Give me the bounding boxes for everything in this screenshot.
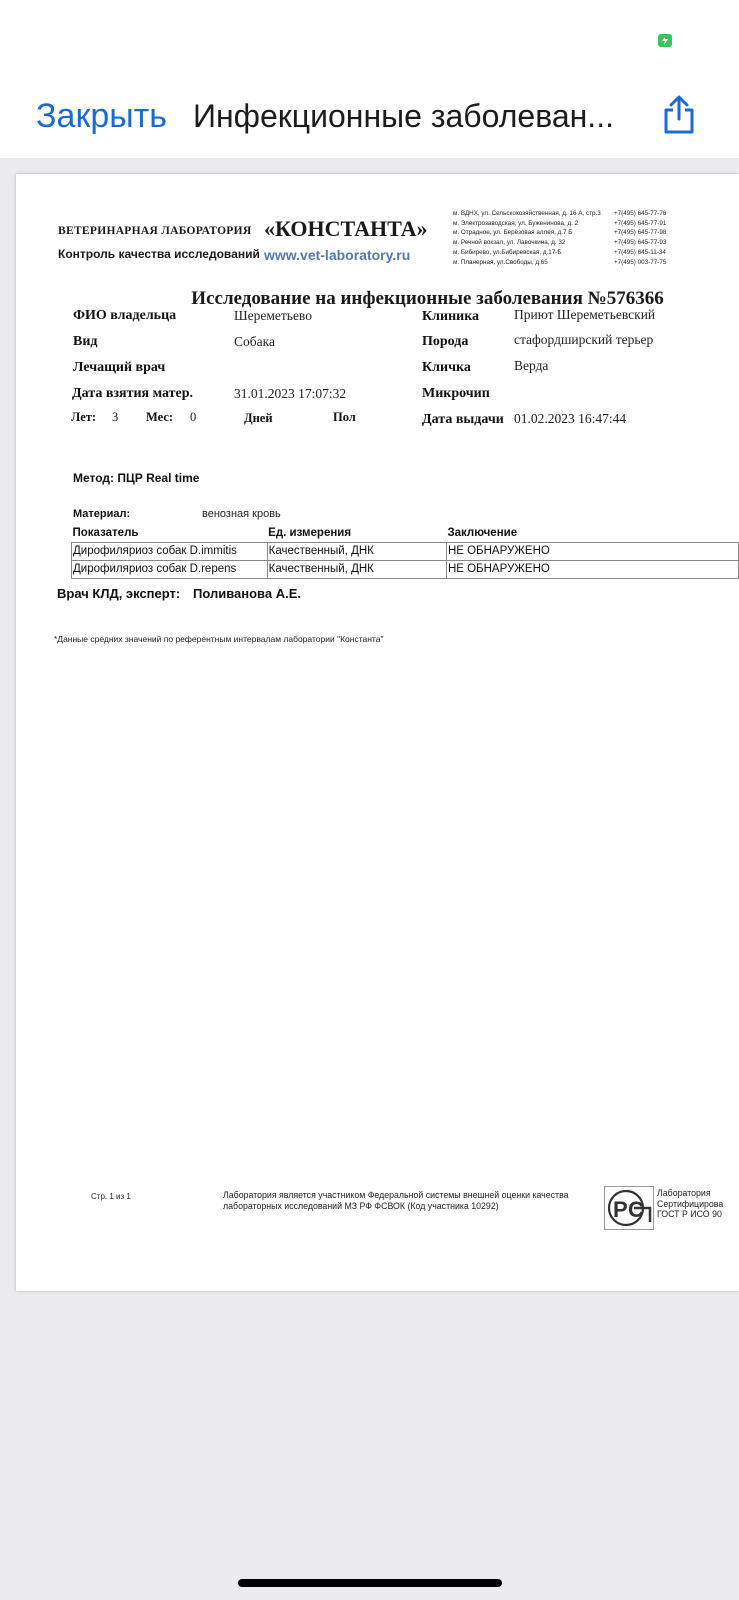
table-cell: Качественный, ДНК — [267, 542, 446, 560]
address-line: м. Планерная, ул.Свободы, д.65 +7(495) 003-77-75 — [453, 258, 667, 266]
footnote: *Данные средних значений по референтным интервалам лаборатории "Константа" — [54, 634, 384, 644]
rst-certification-logo — [604, 1186, 654, 1230]
column-header: Ед. измерения — [267, 525, 446, 542]
table-cell: НЕ ОБНАРУЖЕНО — [446, 560, 738, 578]
breed-label: Порода — [422, 334, 469, 349]
close-button[interactable]: Закрыть — [36, 97, 167, 135]
nickname-label: Кличка — [422, 360, 471, 375]
column-header: Заключение — [446, 525, 738, 542]
table-cell: Дирофиляриоз собак D.repens — [72, 560, 268, 578]
years-label: Лет: — [71, 410, 97, 424]
svg-text:P: P — [613, 1197, 628, 1222]
navigation-bar — [0, 75, 739, 158]
sample-date-value: 31.01.2023 17:07:32 — [234, 386, 347, 401]
address-line: м. Электрозаводская, ул. Буженинова, д. 2 +7(495) 645-77-91 — [453, 219, 667, 227]
material-value: венозная кровь — [202, 508, 281, 520]
status-bar — [0, 0, 739, 75]
certification-text: Лаборатория Сертифицирова ГОСТ Р ИСО 90 — [657, 1188, 724, 1219]
battery-icon — [658, 34, 672, 47]
fsvok-notice: Лаборатория является участником Федеральной системы внешней оценки качества лабораторных исследований МЗ РФ ФСВОК (Код участника 10292) — [223, 1190, 569, 1211]
lab-subtitle: Контроль качества исследований — [58, 247, 260, 261]
document-title: Инфекционные заболеван... — [193, 98, 614, 134]
table-cell: НЕ ОБНАРУЖЕНО — [446, 542, 738, 560]
owner-value: Шереметьево — [234, 308, 312, 323]
home-indicator[interactable] — [238, 1579, 502, 1587]
doctor-name: Поливанова А.Е. — [193, 586, 301, 601]
months-value: 0 — [190, 410, 197, 424]
document-page[interactable] — [16, 174, 739, 1291]
table-cell: Дирофиляриоз собак D.immitis — [72, 542, 268, 560]
page-number: Стр. 1 из 1 — [91, 1192, 131, 1201]
microchip-label: Микрочип — [422, 386, 490, 401]
issue-date-value: 01.02.2023 16:47:44 — [514, 411, 627, 426]
vet-label: Лечащий врач — [73, 360, 166, 375]
column-header: Показатель — [72, 525, 268, 542]
address-line: м. Речной вокзал, ул. Лавочкина, д. 32 +7(495) 645-77-93 — [453, 239, 667, 247]
owner-label: ФИО владельца — [73, 308, 177, 323]
svg-text:C: C — [628, 1197, 644, 1222]
results-table — [71, 525, 739, 579]
share-icon[interactable] — [661, 95, 697, 135]
nickname-value: Верда — [514, 358, 549, 373]
years-value: 3 — [112, 410, 119, 424]
clinic-value: Приют Шереметьевский — [514, 307, 656, 322]
species-value: Собака — [234, 334, 275, 349]
address-line: м. Отрадное, ул. Берёзовая аллея, д.7 Б +7(495) 645-77-98 — [453, 229, 667, 237]
issue-date-label: Дата выдачи — [422, 412, 504, 427]
method: Метод: ПЦР Real time — [73, 471, 200, 485]
lab-name: ВЕТЕРИНАРНАЯ ЛАБОРАТОРИЯ — [58, 225, 252, 237]
sex-label: Пол — [333, 410, 356, 424]
lab-brand: «КОНСТАНТА» — [264, 216, 428, 241]
days-label: Дней — [244, 411, 273, 425]
sample-date-label: Дата взятия матер. — [72, 386, 194, 401]
months-label: Мес: — [146, 410, 174, 424]
material-label: Материал: — [73, 508, 131, 520]
report-title: Исследование на инфекционные заболевания №576366 — [191, 288, 664, 309]
species-label: Вид — [73, 334, 98, 349]
address-line: м. ВДНХ, ул. Сельскохозяйственная, д. 16 А, стр.3 +7(495) 645-77-76 — [453, 210, 667, 217]
address-line: м. Бибирево, ул.Бибиревская, д.17-Б +7(495) 645-11-34 — [453, 248, 666, 256]
lab-website: www.vet-laboratory.ru — [264, 247, 411, 263]
table-row — [72, 560, 739, 578]
breed-value: стафордширский терьер — [514, 332, 654, 347]
address-list — [453, 209, 667, 267]
table-cell: Качественный, ДНК — [267, 560, 446, 578]
table-row — [72, 542, 739, 560]
clinic-label: Клиника — [422, 309, 480, 324]
doctor-label: Врач КЛД, эксперт: — [57, 586, 181, 601]
table-header-row — [72, 525, 739, 542]
